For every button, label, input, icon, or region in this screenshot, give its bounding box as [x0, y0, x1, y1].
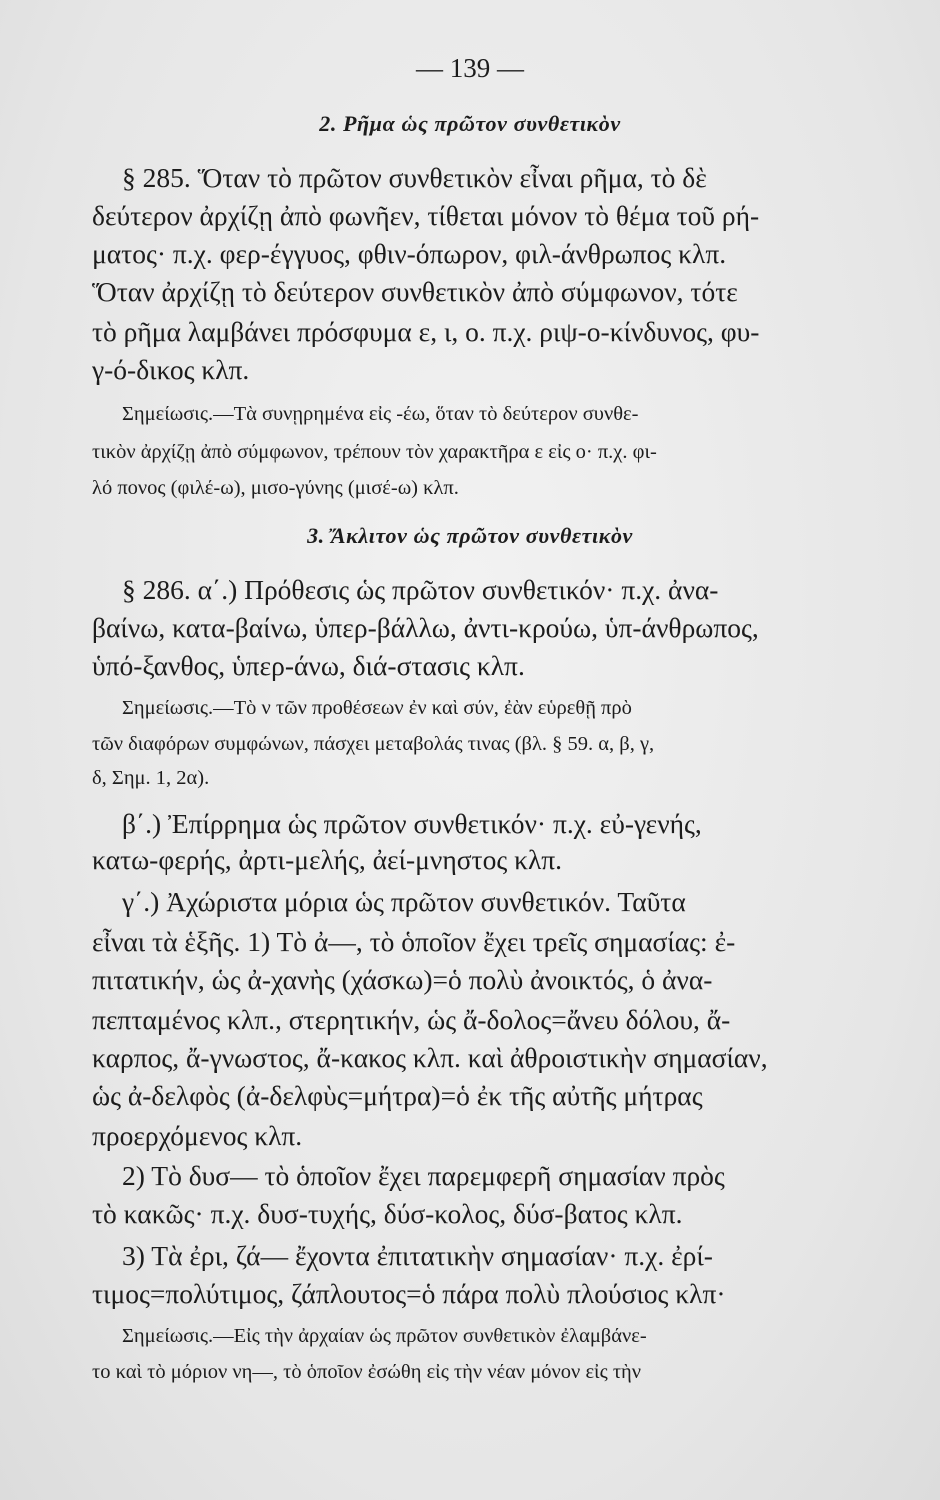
- section-heading-indeclinable: 3. Ἄκλιτον ὡς πρῶτον συνθετικὸν: [307, 523, 633, 548]
- note-285-line: τικὸν ἀρχίζῃ ἀπὸ σύμφωνον, τρέπουν τὸν χαρακτῆρα ε εἰς ο· π.χ. φι-: [92, 441, 657, 463]
- note-286-line: δ, Σημ. 1, 2α).: [92, 767, 210, 789]
- paragraph-2-line: τὸ κακῶς· π.χ. δυσ-τυχής, δύσ-κολος, δύσ-βατος κλπ.: [92, 1198, 683, 1229]
- paragraph-285-line: γ-ό-δικος κλπ.: [92, 354, 250, 385]
- note-285-line: Σημείωσις.—Τὰ συνῃρημένα εἰς -έω, ὅταν τὸ δεύτερον συνθε-: [122, 403, 639, 425]
- note-final-line: το καὶ τὸ μόριον νη—, τὸ ὁποῖον ἐσώθη εἰς τὴν νέαν μόνον εἰς τὴν: [92, 1361, 642, 1383]
- section-heading-verb: 2. Ρῆμα ὡς πρῶτον συνθετικὸν: [319, 111, 621, 136]
- paragraph-286-line: § 286. α΄.) Πρόθεσις ὡς πρῶτον συνθετικόν· π.χ. ἀνα-: [122, 574, 719, 605]
- paragraph-285-line: § 285. Ὅταν τὸ πρῶτον συνθετικὸν εἶναι ρῆμα, τὸ δὲ: [122, 162, 707, 193]
- paragraph-gamma-line: καρπος, ἄ-γνωστος, ἄ-κακος κλπ. καὶ ἀθροιστικὴν σημασίαν,: [92, 1042, 768, 1073]
- note-286-line: τῶν διαφόρων συμφώνων, πάσχει μεταβολάς τινας (βλ. § 59. α, β, γ,: [92, 733, 655, 755]
- paragraph-286-line: ὑπό-ξανθος, ὑπερ-άνω, διά-στασις κλπ.: [92, 650, 525, 681]
- page-number: — 139 —: [416, 53, 524, 83]
- paragraph-beta-line: κατω-φερής, ἀρτι-μελής, ἀεί-μνηστος κλπ.: [92, 844, 563, 875]
- paragraph-3-line: 3) Τὰ ἐρι, ζά— ἔχοντα ἐπιτατικὴν σημασίαν· π.χ. ἐρί-: [122, 1240, 713, 1271]
- paragraph-285-line: Ὅταν ἀρχίζῃ τὸ δεύτερον συνθετικὸν ἀπὸ σύμφωνον, τότε: [92, 276, 738, 307]
- paragraph-gamma-line: πεπταμένος κλπ., στερητικήν, ὡς ἄ-δολος=ἄνευ δόλου, ἄ-: [92, 1004, 731, 1035]
- paragraph-285-line: τὸ ρῆμα λαμβάνει πρόσφυμα ε, ι, ο. π.χ. ριψ-ο-κίνδυνος, φυ-: [92, 316, 760, 347]
- note-285-line: λό πονος (φιλέ-ω), μισο-γύνης (μισέ-ω) κλπ.: [92, 477, 459, 499]
- paragraph-285-line: ματος· π.χ. φερ-έγγυος, φθιν-όπωρον, φιλ-άνθρωπος κλπ.: [92, 238, 727, 269]
- paragraph-gamma-line: γ΄.) Ἀχώριστα μόρια ὡς πρῶτον συνθετικόν. Ταῦτα: [122, 886, 686, 917]
- paragraph-gamma-line: πιτατικήν, ὡς ἀ-χανὴς (χάσκω)=ὁ πολὺ ἀνοικτός, ὁ ἀνα-: [92, 964, 713, 995]
- paragraph-gamma-line: εἶναι τὰ ἑξῆς. 1) Τὸ ἀ—, τὸ ὁποῖον ἔχει τρεῖς σημασίας: ἐ-: [92, 926, 736, 957]
- paragraph-3-line: τιμος=πολύτιμος, ζάπλουτος=ὁ πάρα πολὺ πλούσιος κλπ·: [92, 1278, 726, 1309]
- paragraph-285-line: δεύτερον ἀρχίζῃ ἀπὸ φωνῆεν, τίθεται μόνον τὸ θέμα τοῦ ρή-: [92, 200, 760, 231]
- paragraph-gamma-line: προερχόμενος κλπ.: [92, 1120, 303, 1151]
- paragraph-286-line: βαίνω, κατα-βαίνω, ὑπερ-βάλλω, ἀντι-κρούω, ὑπ-άνθρωπος,: [92, 612, 759, 643]
- paragraph-gamma-line: ὡς ἀ-δελφὸς (ἀ-δελφὺς=μήτρα)=ὁ ἐκ τῆς αὐτῆς μήτρας: [92, 1080, 703, 1111]
- note-final-line: Σημείωσις.—Εἰς τὴν ἀρχαίαν ὡς πρῶτον συνθετικὸν ἐλαμβάνε-: [122, 1325, 647, 1347]
- paragraph-beta-line: β΄.) Ἐπίρρημα ὡς πρῶτον συνθετικόν· π.χ. εὐ-γενής,: [122, 808, 702, 839]
- note-286-line: Σημείωσις.—Τὸ ν τῶν προθέσεων ἐν καὶ σύν, ἐὰν εὑρεθῇ πρὸ: [122, 697, 632, 719]
- paragraph-2-line: 2) Τὸ δυσ— τὸ ὁποῖον ἔχει παρεμφερῆ σημασίαν πρὸς: [122, 1160, 725, 1191]
